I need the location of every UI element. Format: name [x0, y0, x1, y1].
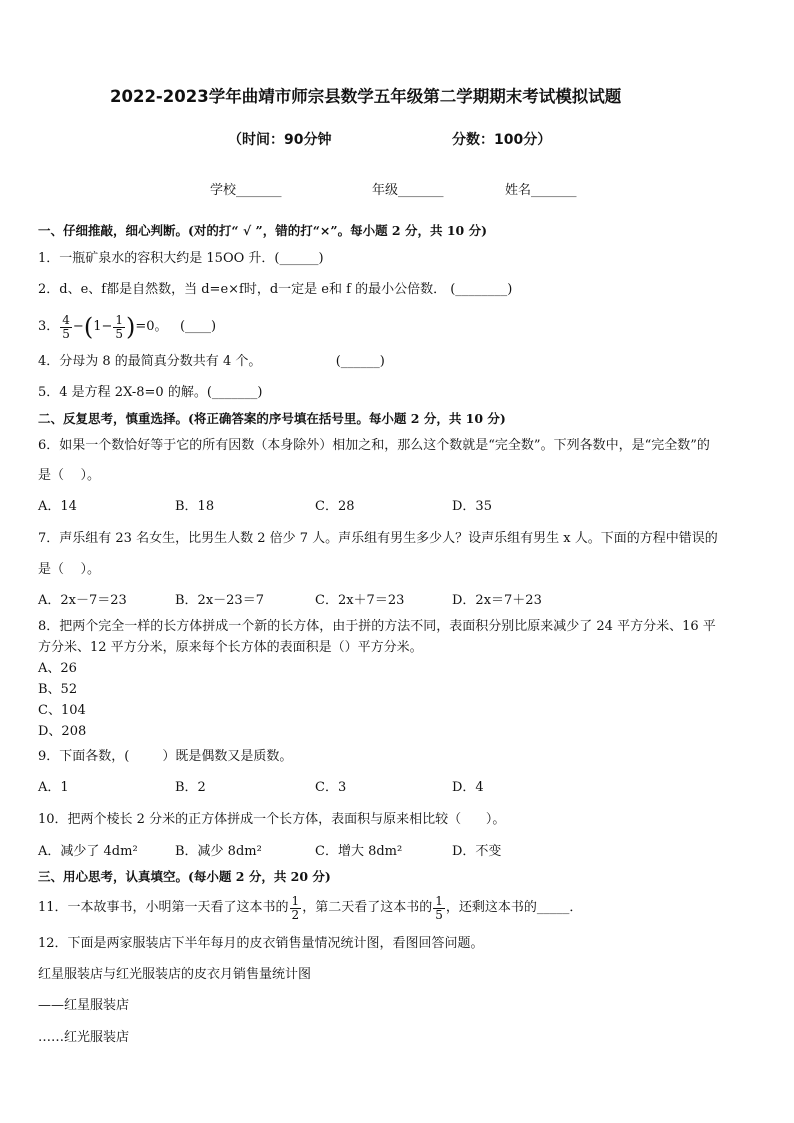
q6-option-c: C．28	[315, 499, 355, 514]
section2-heading: 二、反复思考，慎重选择。(将正确答案的序号填在括号里。每小题 2 分，共 10 分)	[38, 411, 506, 426]
question-11-part3: ，还剩这本书的_____．	[445, 900, 583, 915]
fraction-1-2	[290, 895, 302, 922]
q10-option-d: D．不变	[452, 844, 502, 859]
q7-option-a: A．2x－7＝23	[38, 593, 127, 608]
section3-heading: 三、用心思考，认真填空。(每小题 2 分，共 20 分)	[38, 869, 331, 884]
school-field: 学校_______	[210, 183, 282, 198]
q7-option-d: D．2x＝7＋23	[452, 593, 542, 608]
q10-option-a: A．减少了 4dm²	[38, 844, 138, 859]
question-10: 10．把两个棱长 2 分米的正方体拼成一个长方体，表面积与原来相比较（ ）。	[38, 812, 506, 827]
exam-time: （时间：90分钟	[228, 132, 332, 148]
q6-option-d: D．35	[452, 499, 492, 514]
q8-option-c: C、104	[38, 703, 86, 718]
question-1: 1．一瓶矿泉水的容积大约是 15OO 升．(______)	[38, 251, 324, 266]
page-title: 2022-2023学年曲靖市师宗县数学五年级第二学期期末考试模拟试题	[110, 87, 622, 106]
fraction-numerator: 1	[291, 893, 300, 908]
q8-option-a: A、26	[38, 661, 77, 676]
question-6-line1: 6．如果一个数恰好等于它的所有因数（本身除外）相加之和，那么这个数就是“完全数”。下列各数中，是“完全数”的	[38, 438, 710, 453]
left-paren: (	[83, 313, 94, 341]
question-7-line1: 7．声乐组有 23 名女生，比男生人数 2 倍少 7 人。声乐组有男生多少人？设声乐组有男生 x 人。下面的方程中错误的	[38, 531, 718, 546]
fraction-numerator: 1	[115, 312, 124, 327]
fraction-denominator: 5	[435, 907, 443, 922]
one-minus: 1−	[93, 319, 113, 334]
q8-option-d: D、208	[38, 724, 87, 739]
right-paren: )	[126, 313, 136, 341]
question-6-line2: 是（ ）。	[38, 468, 101, 483]
fraction-1-5-b	[433, 895, 445, 922]
question-12: 12．下面是两家服装店下半年每月的皮衣销售量情况统计图，看图回答问题。	[38, 936, 484, 951]
question-8-line1: 8．把两个完全一样的长方体拼成一个新的长方体，由于拼的方法不同，表面积分别比原来减少了 24 平方分米、16 平	[38, 619, 716, 634]
fraction-denominator: 5	[62, 326, 70, 341]
question-2: 2．d、e、f都是自然数，当 d=e×f时，d一定是 e和 f 的最小公倍数． (________)	[38, 282, 513, 297]
minus-sign: −	[72, 319, 84, 334]
class-field: 年级_______	[372, 183, 444, 198]
q9-option-b: B．2	[175, 780, 206, 795]
legend-hongxing: ——红星服装店	[38, 998, 130, 1013]
legend-hongguang: ……红光服装店	[38, 1030, 130, 1045]
q8-option-b: B、52	[38, 682, 78, 697]
question-8-line2: 方分米、12 平方分米，原来每个长方体的表面积是（）平方分米。	[38, 640, 423, 655]
q6-option-a: A．14	[38, 499, 77, 514]
fraction-4-5	[60, 314, 72, 341]
q9-option-c: C．3	[315, 780, 347, 795]
q9-option-a: A．1	[38, 780, 69, 795]
question-3-tail: =0。 (____)	[135, 319, 217, 334]
q10-option-b: B．减少 8dm²	[175, 844, 262, 859]
name-field: 姓名_______	[505, 183, 577, 198]
question-7-line2: 是（ ）。	[38, 562, 101, 577]
chart-title: 红星服装店与红光服装店的皮衣月销售量统计图	[38, 967, 312, 982]
q6-option-b: B．18	[175, 499, 215, 514]
question-11	[38, 892, 582, 924]
q9-option-d: D．4	[452, 780, 484, 795]
question-11-part2: ，第二天看了这本书的	[302, 900, 433, 915]
fraction-1-5	[113, 314, 125, 341]
fraction-denominator: 5	[115, 326, 124, 341]
question-4: 4．分母为 8 的最简真分数共有 4 个。 (______)	[38, 354, 385, 369]
fraction-numerator: 1	[435, 893, 443, 908]
q7-option-b: B．2x－23＝7	[175, 593, 264, 608]
question-3-number: 3．	[38, 319, 60, 334]
question-5: 5．4 是方程 2X-8=0 的解。(_______)	[38, 385, 263, 400]
q7-option-c: C．2x＋7＝23	[315, 593, 405, 608]
fraction-denominator: 2	[291, 907, 300, 922]
exam-score: 分数：100分）	[452, 132, 552, 148]
q10-option-c: C．增大 8dm²	[315, 844, 403, 859]
question-11-part1: 11．一本故事书，小明第一天看了这本书的	[38, 900, 289, 915]
question-9: 9．下面各数，( ）既是偶数又是质数。	[38, 749, 293, 764]
section1-heading: 一、仔细推敲，细心判断。(对的打“ √ ”，错的打“×”。每小题 2 分，共 10 分)	[38, 223, 487, 238]
question-3	[38, 312, 216, 342]
fraction-numerator: 4	[62, 312, 70, 327]
